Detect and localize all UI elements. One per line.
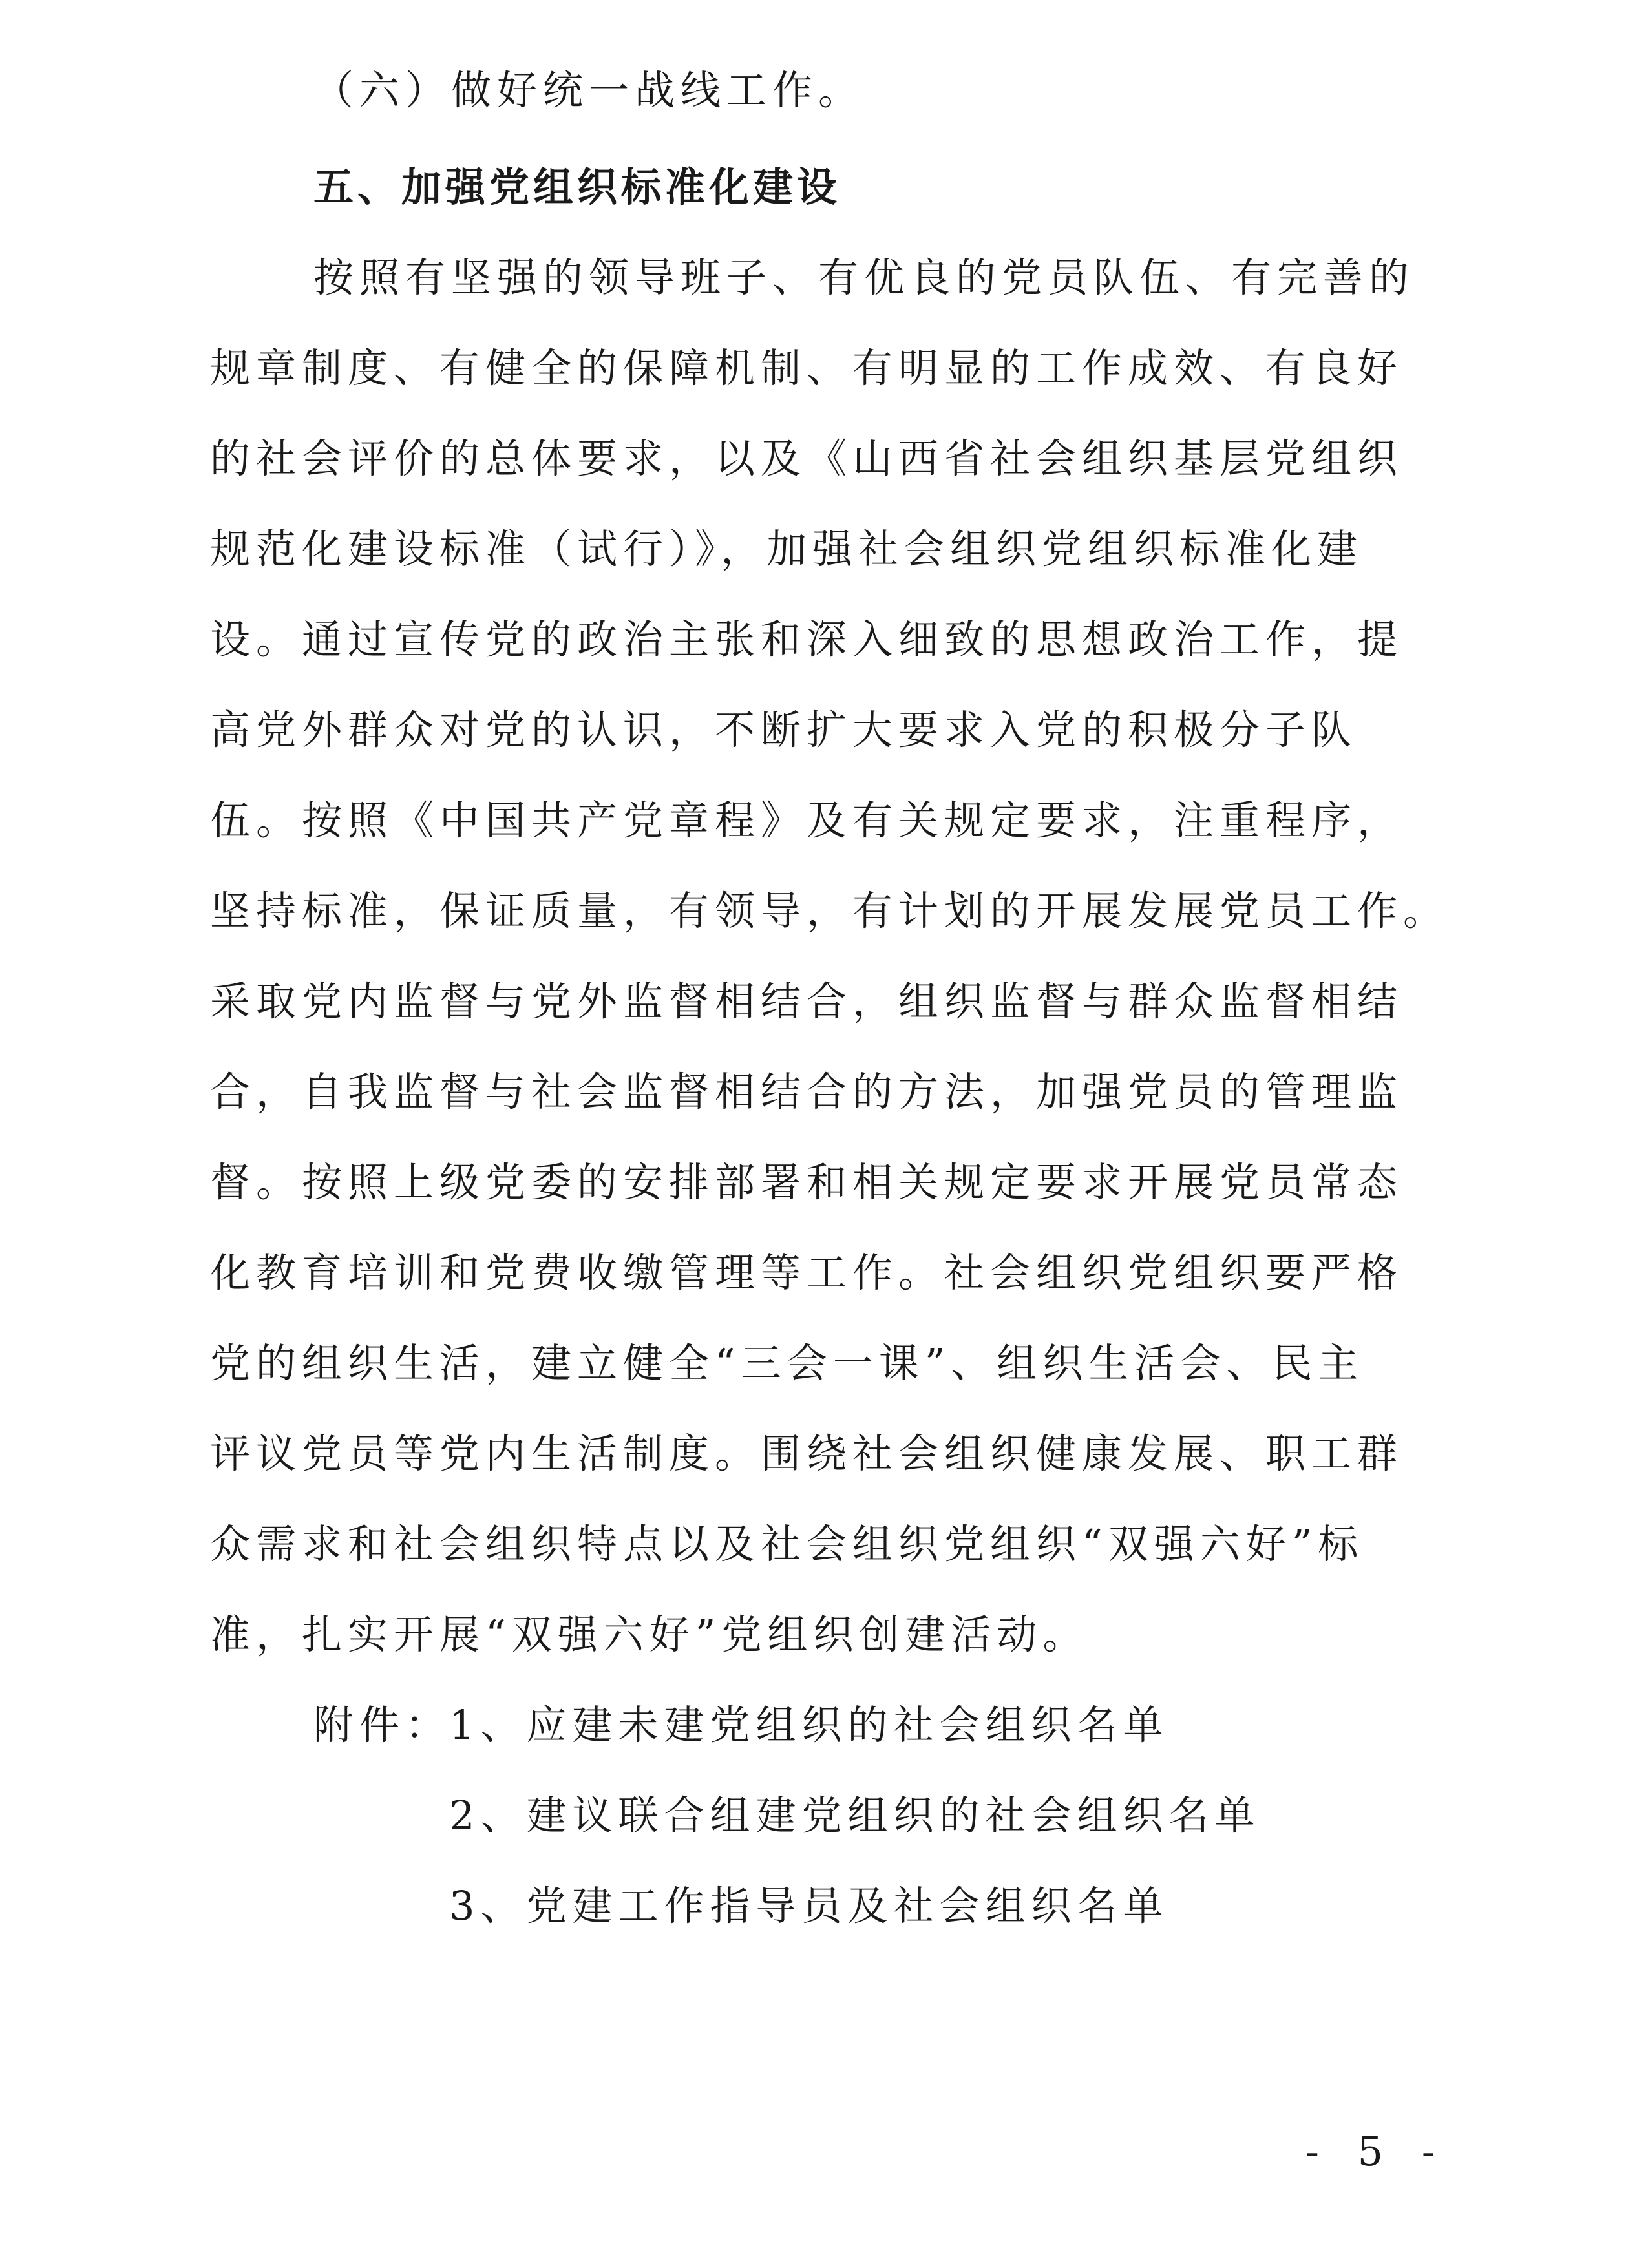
attachments-label: 附件： bbox=[313, 1701, 452, 1748]
paragraph-line: 党的组织生活，建立健全“三会一课”、组织生活会、民主 bbox=[210, 1339, 1364, 1387]
paragraph-line: 规范化建设标准（试行）》，加强社会组织党组织标准化建 bbox=[210, 525, 1364, 572]
paragraph-line: 设。通过宣传党的政治主张和深入细致的思想政治工作，提 bbox=[210, 616, 1404, 663]
paragraph-line: 采取党内监督与党外监督相结合，组织监督与群众监督相结 bbox=[210, 978, 1404, 1025]
page-number: - 5 - bbox=[1305, 2128, 1448, 2175]
section-heading: 五、加强党组织标准化建设 bbox=[313, 163, 841, 211]
paragraph-line: 督。按照上级党委的安排部署和相关规定要求开展党员常态 bbox=[210, 1159, 1404, 1206]
paragraph-line: 评议党员等党内生活制度。围绕社会组织健康发展、职工群 bbox=[210, 1430, 1404, 1477]
paragraph-line: 化教育培训和党费收缴管理等工作。社会组织党组织要严格 bbox=[210, 1249, 1404, 1296]
paragraph-line: 伍。按照《中国共产党章程》及有关规定要求，注重程序， bbox=[210, 797, 1404, 844]
paragraph-line: 规章制度、有健全的保障机制、有明显的工作成效、有良好 bbox=[210, 344, 1404, 392]
attachment-item: 3、党建工作指导员及社会组织名单 bbox=[449, 1882, 1169, 1929]
paragraph-line: 众需求和社会组织特点以及社会组织党组织“双强六好”标 bbox=[210, 1520, 1364, 1568]
paragraph-line: 按照有坚强的领导班子、有优良的党员队伍、有完善的 bbox=[313, 254, 1415, 301]
subsection-item: （六）做好统一战线工作。 bbox=[313, 67, 865, 114]
paragraph-line: 坚持标准，保证质量，有领导，有计划的开展发展党员工作。 bbox=[210, 887, 1450, 934]
paragraph-line: 高党外群众对党的认识，不断扩大要求入党的积极分子队 bbox=[210, 706, 1358, 753]
paragraph-line: 合，自我监督与社会监督相结合的方法，加强党员的管理监 bbox=[210, 1068, 1404, 1115]
paragraph-line: 的社会评价的总体要求，以及《山西省社会组织基层党组织 bbox=[210, 435, 1404, 482]
attachment-item: 2、建议联合组建党组织的社会组织名单 bbox=[449, 1792, 1261, 1839]
attachment-item: 1、应建未建党组织的社会组织名单 bbox=[449, 1701, 1169, 1748]
paragraph-line: 准，扎实开展“双强六好”党组织创建活动。 bbox=[210, 1611, 1089, 1658]
